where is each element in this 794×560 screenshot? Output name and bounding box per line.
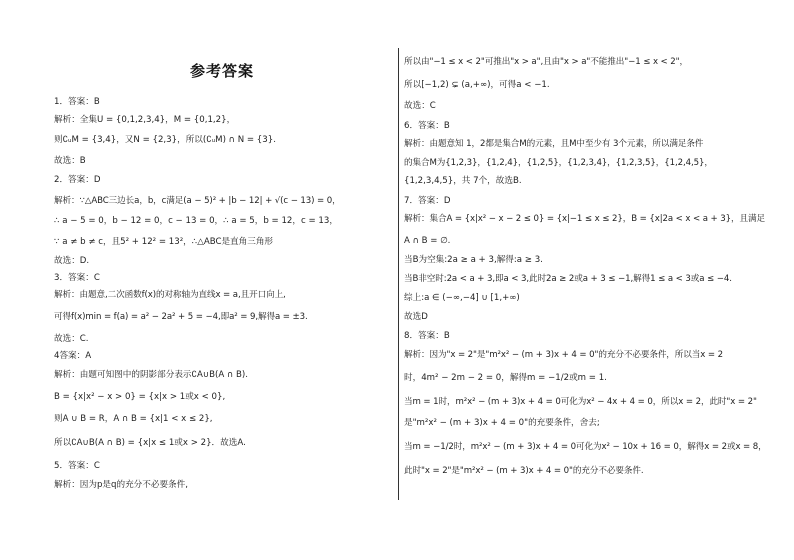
solution-line: ∵ a ≠ b ≠ c，且5² + 12² = 13²，∴△ABC是直角三角形 — [54, 237, 274, 247]
solution-line: A ∩ B = ∅. — [404, 236, 451, 246]
answer-line: 8．答案：B — [404, 331, 450, 341]
answer-line: 5．答案：C — [54, 461, 100, 471]
solution-line: B = {x|x² − x > 0} = {x|x > 1或x < 0}, — [54, 392, 226, 402]
solution-line: 当m = −1/2时，m²x² − (m + 3)x + 4 = 0可化为x² − 10x + 16 = 0，解得x = 2或x = 8， — [404, 442, 767, 452]
conclusion-line: 故选：D. — [54, 256, 90, 266]
page-title: 参考答案 — [190, 62, 255, 80]
answer-line: 2．答案：D — [54, 175, 101, 185]
conclusion-line: 故选D — [404, 312, 428, 322]
answer-line: 6．答案：B — [404, 121, 450, 131]
solution-line: 当B非空时:2a < a + 3,即a < 3,此时2a ≥ 2或a + 3 ≤ −1,解得1 ≤ a < 3或a ≤ −4. — [404, 274, 732, 284]
solution-line: 当m = 1时，m²x² − (m + 3)x + 4 = 0可化为x² − 4x + 4 = 0，所以x = 2，此时"x = 2" — [404, 397, 757, 407]
answer-line: 4答案：A — [54, 351, 92, 361]
solution-line: 时，4m² − 2m − 2 = 0，解得m = −1/2或m = 1. — [404, 373, 607, 383]
solution-line: 当B为空集:2a ≥ a + 3,解得:a ≥ 3. — [404, 255, 543, 265]
solution-line: 解析：因为p是q的充分不必要条件, — [54, 480, 188, 490]
solution-line: 所以由"−1 ≤ x < 2"可推出"x > a",且由"x > a"不能推出"−1 ≤ x < 2"， — [404, 57, 689, 67]
solution-line: 则A ∪ B = R，A ∩ B = {x|1 < x ≤ 2}, — [54, 414, 213, 424]
solution-line: 解析：由题可知图中的阴影部分表示∁A∪B(A ∩ B). — [54, 370, 248, 380]
solution-line: 综上:a ∈ (−∞,−4] ∪ [1,+∞) — [404, 293, 520, 303]
solution-line: ∴ a − 5 = 0，b − 12 = 0，c − 13 = 0，∴ a = 5，b = 12，c = 13， — [54, 216, 338, 226]
solution-line: 所以[−1,2) ⊊ (a,+∞)，可得a < −1. — [404, 80, 550, 90]
solution-line: 解析：由题意,二次函数f(x)的对称轴为直线x = a,且开口向上, — [54, 290, 286, 300]
solution-line: 解析：∵△ABC三边长a，b，c满足(a − 5)² + |b − 12| + √(c − 13) = 0， — [54, 196, 341, 206]
solution-line: 解析：集合A = {x|x² − x − 2 ≤ 0} = {x|−1 ≤ x ≤ 2}，B = {x|2a < x < a + 3}，且满足 — [404, 214, 765, 224]
answer-line: 1．答案：B — [54, 97, 100, 107]
conclusion-line: 故选：B — [54, 156, 86, 166]
conclusion-line: 故选：C — [404, 101, 436, 111]
answer-line: 3．答案：C — [54, 273, 100, 283]
solution-line: 可得f(x)min = f(a) = a² − 2a² + 5 = −4,即a² = 9,解得a = ±3. — [54, 312, 308, 322]
answer-line: 7．答案：D — [404, 196, 451, 206]
solution-line: {1,2,3,4,5}，共 7个，故选B. — [404, 176, 522, 186]
solution-line: 解析：由题意知 1，2都是集合M的元素，且M中至少有 3个元素，所以满足条件 — [404, 139, 704, 149]
solution-line: 解析：全集U = {0,1,2,3,4}，M = {0,1,2}， — [54, 115, 236, 125]
solution-line: 解析：因为"x = 2"是"m²x² − (m + 3)x + 4 = 0"的充分不必要条件，所以当x = 2 — [404, 350, 724, 360]
solution-line: 是"m²x² − (m + 3)x + 4 = 0"的充要条件，舍去; — [404, 418, 600, 428]
solution-line: 所以∁A∪B(A ∩ B) = {x|x ≤ 1或x > 2}．故选A. — [54, 438, 246, 448]
solution-line: 的集合M为{1,2,3}，{1,2,4}，{1,2,5}，{1,2,3,4}，{1,2,3,5}，{1,2,4,5}， — [404, 158, 713, 168]
solution-line: 则∁ᵤM = {3,4}，又N = {2,3}，所以(∁ᵤM) ∩ N = {3}. — [54, 135, 276, 145]
conclusion-line: 故选：C. — [54, 334, 89, 344]
column-divider — [398, 48, 399, 500]
solution-line: 此时"x = 2"是"m²x² − (m + 3)x + 4 = 0"的充分不必要条件. — [404, 466, 644, 476]
